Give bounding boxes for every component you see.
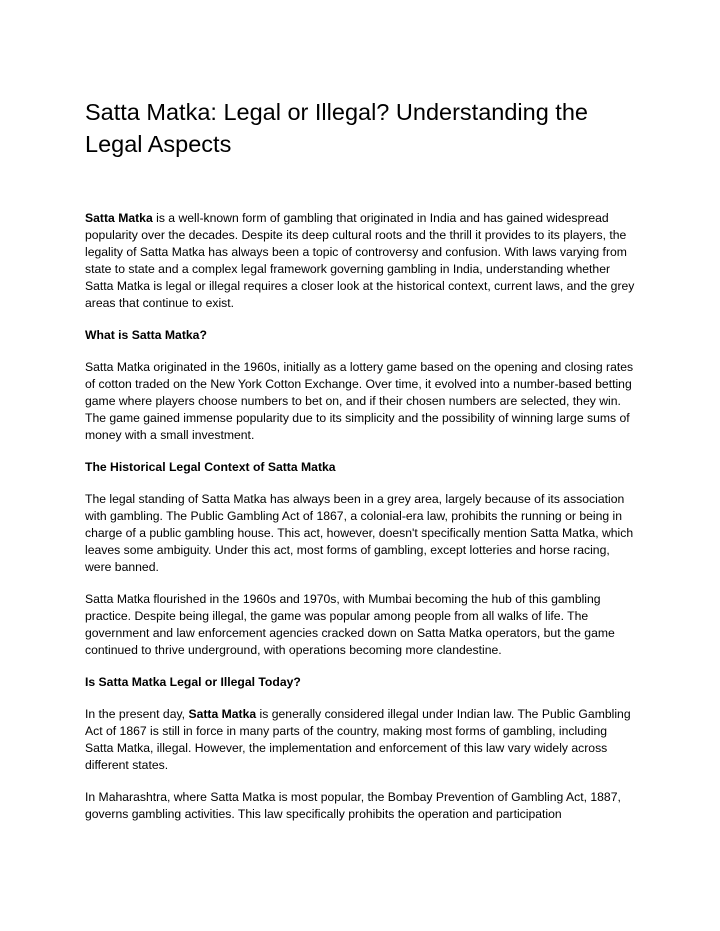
legal-today-bold: Satta Matka: [188, 707, 257, 721]
document-title: Satta Matka: Legal or Illegal? Understanding the Legal Aspects: [85, 99, 588, 157]
section-historical-paragraph-2: Satta Matka flourished in the 1960s and 1970s, with Mumbai becoming the hub of this gambling practice. Despite being illegal, the game was popular among people from all walks of life. The government and law enforcement agencies cracked down on Satta Matka operators, but the game continued to thrive underground, with operations becoming more clandestine.: [85, 592, 615, 657]
intro-text: is a well-known form of gambling that originated in India and has gained widespread popularity over the decades. Despite its deep cultural roots and the thrill it provides to its players, the legality of Satta Matka has always been a topic of controversy and confusion. With laws varying from state to state and a complex legal framework governing gambling in India, understanding whether Satta Matka is legal or illegal requires a closer look at the historical context, current laws, and the grey areas that continue to exist.: [85, 211, 635, 310]
intro-lead-bold: Satta Matka: [85, 211, 153, 225]
section-what-is-paragraph: Satta Matka originated in the 1960s, initially as a lottery game based on the opening and closing rates of cotton traded on the New York Cotton Exchange. Over time, it evolved into a number-based betting game where players choose numbers to bet on, and if their chosen numbers are selected, they win. The game gained immense popularity due to its simplicity and the possibility of winning large sums of money with a small investment.: [85, 360, 634, 442]
section-historical-paragraph-1: The legal standing of Satta Matka has always been in a grey area, largely because of its association with gambling. The Public Gambling Act of 1867, a colonial-era law, prohibits the running or being in charge of a public gambling house. This act, however, doesn't specifically mention Satta Matka, which leaves some ambiguity. Under this act, most forms of gambling, except lotteries and horse racing, were banned.: [85, 492, 634, 574]
section-heading-legal-today: Is Satta Matka Legal or Illegal Today?: [85, 675, 301, 689]
section-legal-today-paragraph-1: [85, 706, 637, 774]
section-heading-what-is: What is Satta Matka?: [85, 328, 207, 342]
intro-paragraph: [85, 210, 637, 312]
legal-today-pre: In the present day,: [85, 707, 189, 721]
section-heading-historical: The Historical Legal Context of Satta Matka: [85, 460, 336, 474]
section-legal-today-paragraph-2: In Maharashtra, where Satta Matka is most popular, the Bombay Prevention of Gambling Act, 1887, governs gambling activities. This law specifically prohibits the operation and participation: [85, 790, 621, 821]
legal-today-post: is generally considered illegal under Indian law. The Public Gambling Act of 1867 is still in force in many parts of the country, making most forms of gambling, including Satta Matka, illegal. However, the implementation and enforcement of this law vary widely across different states.: [85, 707, 631, 772]
document-page: [85, 96, 637, 838]
